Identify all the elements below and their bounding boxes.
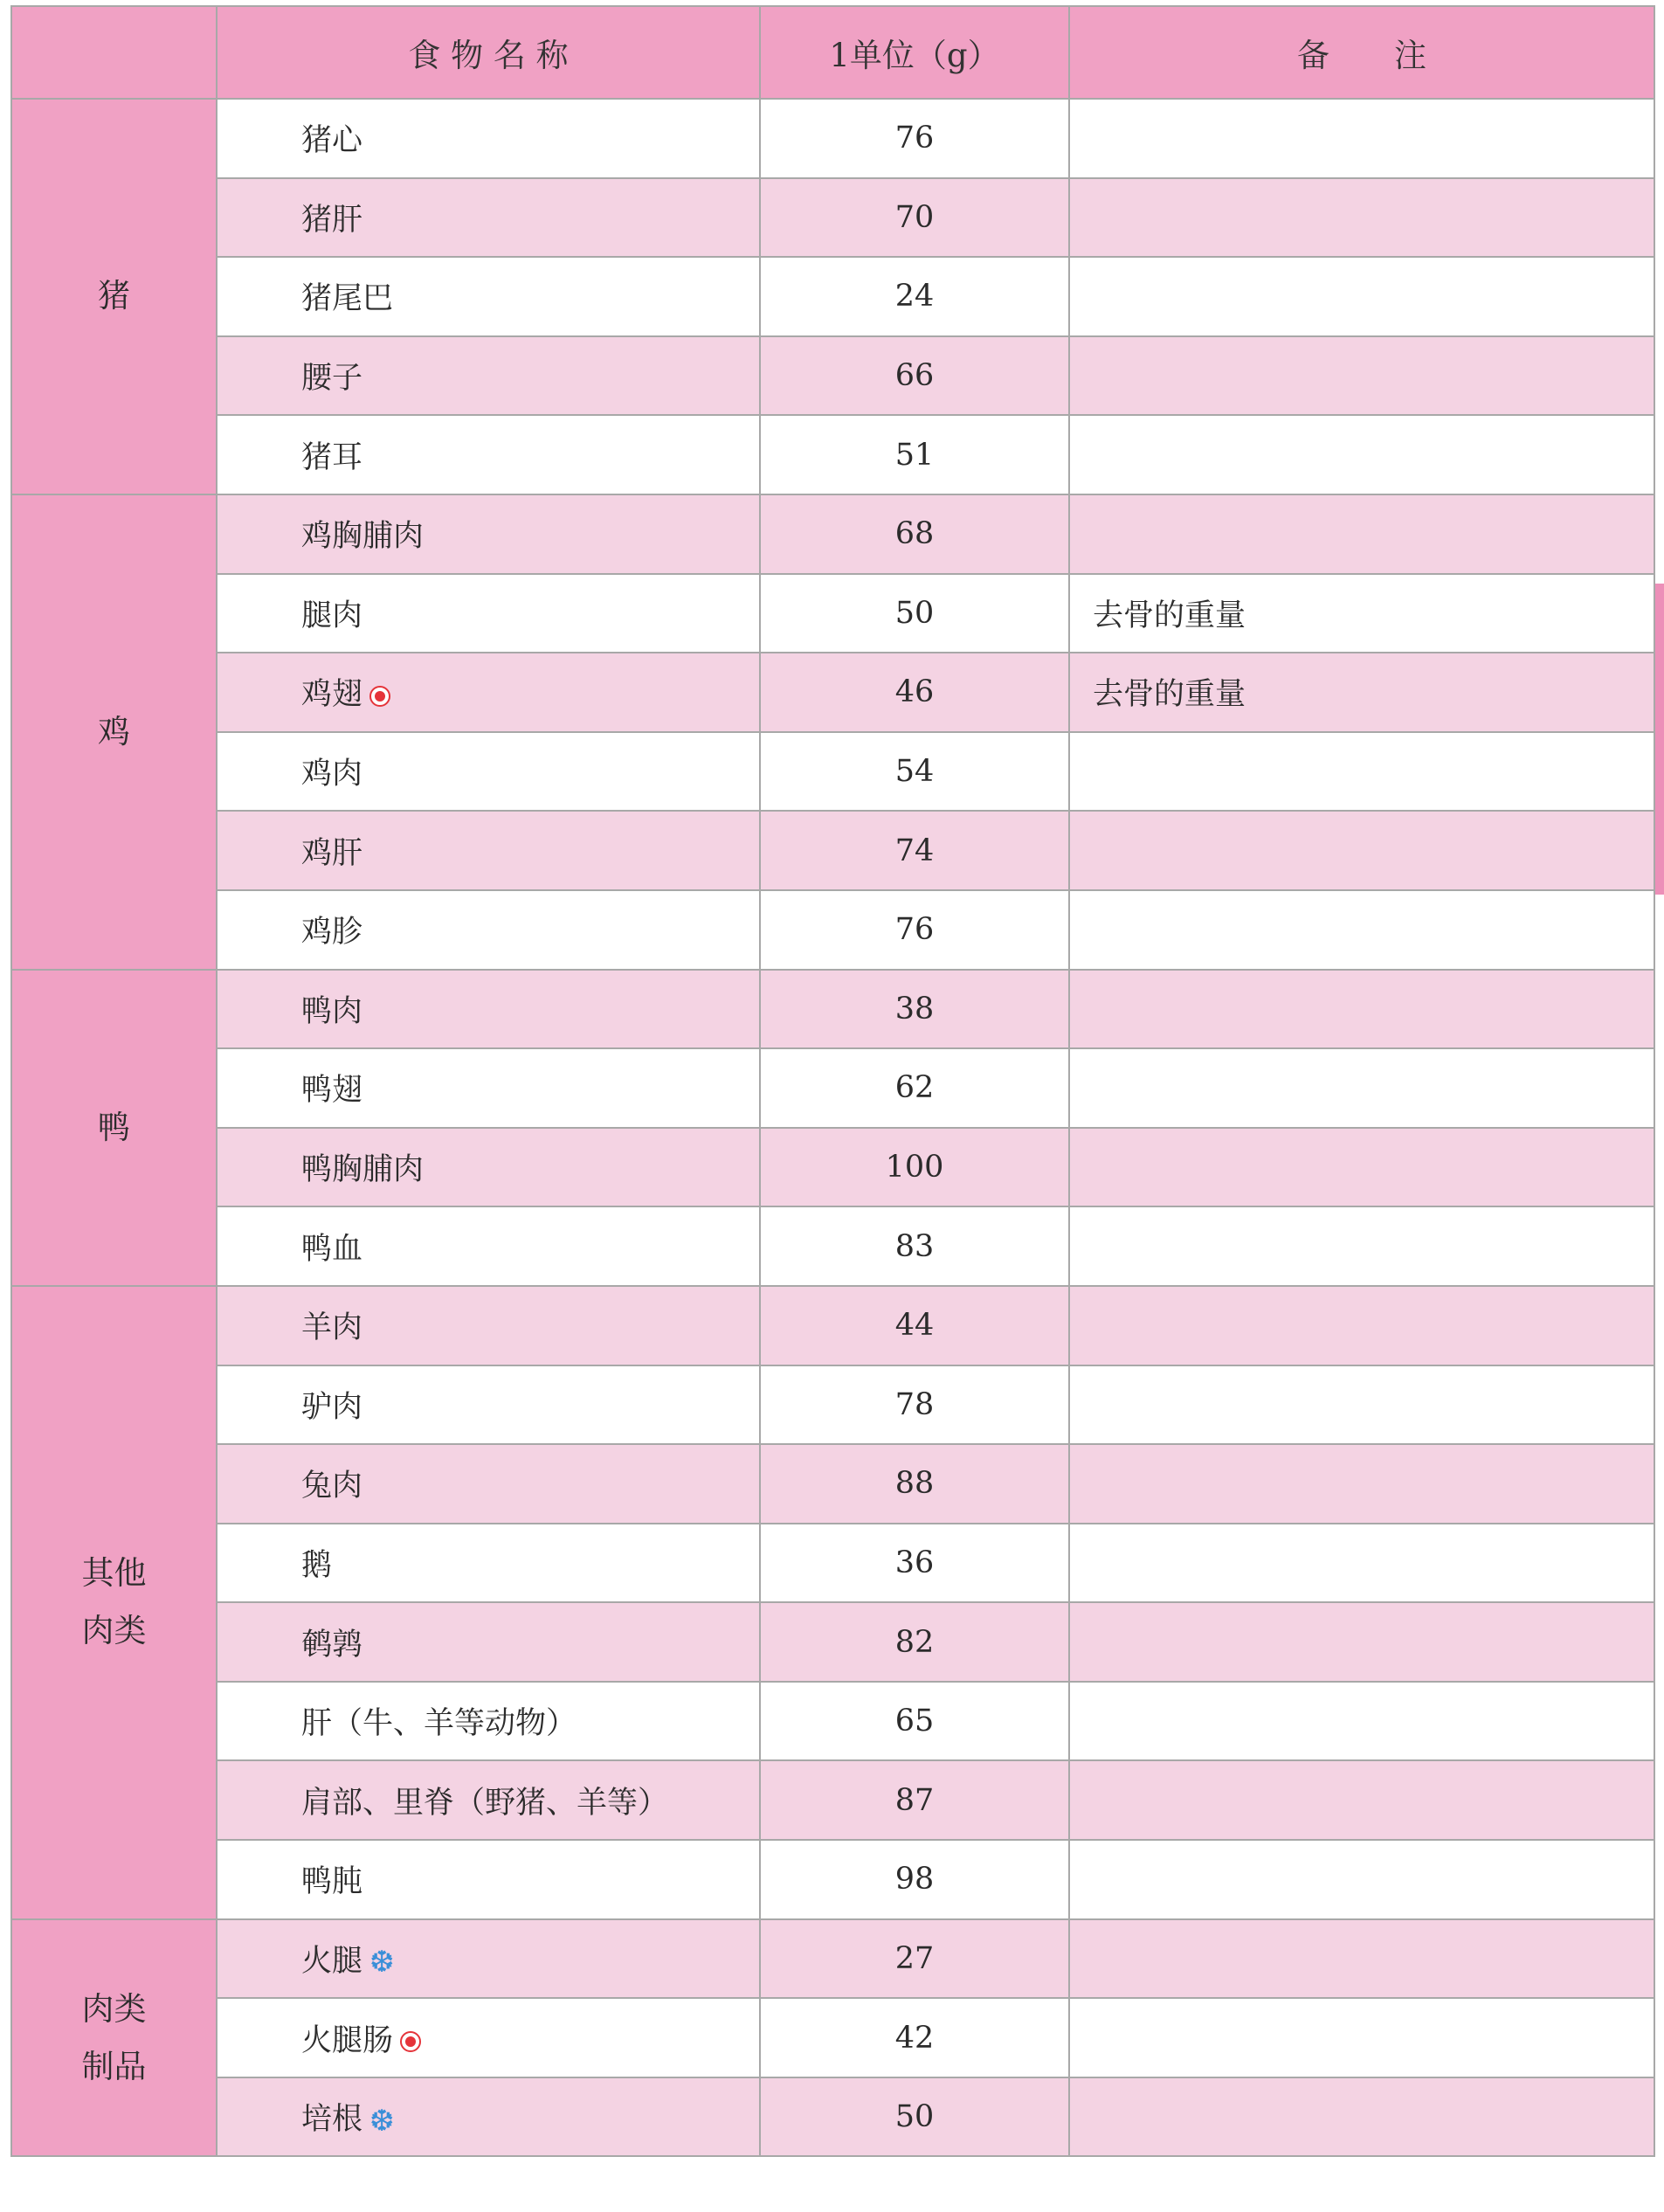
- unit-value-cell: 76: [760, 99, 1069, 178]
- unit-value-cell: 82: [760, 1602, 1069, 1682]
- food-name: 鹅: [301, 1547, 333, 1583]
- unit-value-cell: 50: [760, 574, 1069, 653]
- table-row: [11, 970, 1654, 1049]
- food-name-cell: [217, 257, 760, 336]
- food-name: 肝（牛、羊等动物）: [301, 1706, 577, 1742]
- table-row: [11, 415, 1654, 494]
- header-category: [11, 6, 217, 99]
- table-row: [11, 1602, 1654, 1682]
- snowflake-icon: ❆: [369, 2103, 395, 2139]
- unit-value-cell: 83: [760, 1206, 1069, 1286]
- food-name: 鸡肉: [301, 757, 363, 792]
- food-name: 腰子: [301, 361, 363, 397]
- note-cell: [1069, 1602, 1654, 1682]
- food-name: 猪心: [301, 123, 363, 159]
- food-name: 鹌鹑: [301, 1627, 363, 1662]
- red-dot-icon: [369, 686, 390, 707]
- unit-value-cell: 27: [760, 1919, 1069, 1999]
- food-name-cell: [217, 1682, 760, 1761]
- food-name-cell: [217, 1998, 760, 2077]
- unit-value-cell: 24: [760, 257, 1069, 336]
- food-name-cell: [217, 732, 760, 812]
- food-name-cell: [217, 415, 760, 494]
- note-cell: [1069, 1840, 1654, 1919]
- snowflake-icon: ❆: [369, 1945, 395, 1980]
- food-name-cell: [217, 1919, 760, 1999]
- food-name-cell: [217, 811, 760, 890]
- note-cell: [1069, 99, 1654, 178]
- note-cell: [1069, 178, 1654, 258]
- table-row: [11, 336, 1654, 416]
- unit-value-cell: 54: [760, 732, 1069, 812]
- unit-value-cell: 78: [760, 1365, 1069, 1445]
- food-name: 腿肉: [301, 598, 363, 633]
- unit-value-cell: 62: [760, 1048, 1069, 1128]
- food-name: 驴肉: [301, 1389, 363, 1425]
- unit-value-cell: 68: [760, 494, 1069, 574]
- note-cell: [1069, 336, 1654, 416]
- food-name: 鸭肫: [301, 1864, 363, 1900]
- food-name-cell: [217, 2077, 760, 2157]
- header-food-name: 食 物 名 称: [217, 6, 760, 99]
- food-name: 羊肉: [301, 1310, 363, 1346]
- table-row: [11, 1365, 1654, 1445]
- food-name-cell: [217, 1524, 760, 1603]
- food-name: 火腿肠: [301, 2022, 394, 2058]
- food-name-cell: [217, 1760, 760, 1840]
- table-row: [11, 811, 1654, 890]
- food-name: 鸭肉: [301, 993, 363, 1029]
- food-name-cell: [217, 178, 760, 258]
- food-name: 鸡胗: [301, 915, 363, 950]
- note-cell: [1069, 2077, 1654, 2157]
- table-row: [11, 2077, 1654, 2157]
- table-row: [11, 494, 1654, 574]
- note-cell: [1069, 257, 1654, 336]
- food-name-cell: [217, 1128, 760, 1207]
- table-row: [11, 1206, 1654, 1286]
- food-name-cell: [217, 1048, 760, 1128]
- food-name: 鸡翅: [301, 677, 363, 713]
- table-row: [11, 1919, 1654, 1999]
- unit-value-cell: 70: [760, 178, 1069, 258]
- table-row: [11, 1840, 1654, 1919]
- unit-value-cell: 50: [760, 2077, 1069, 2157]
- unit-value-cell: 76: [760, 890, 1069, 970]
- note-cell: [1069, 1128, 1654, 1207]
- unit-value-cell: 74: [760, 811, 1069, 890]
- unit-value-cell: 98: [760, 1840, 1069, 1919]
- table-row: [11, 1998, 1654, 2077]
- food-name: 肩部、里脊（野猪、羊等）: [301, 1785, 669, 1821]
- unit-value-cell: 42: [760, 1998, 1069, 2077]
- note-cell: [1069, 890, 1654, 970]
- food-name-cell: [217, 1602, 760, 1682]
- note-cell: [1069, 415, 1654, 494]
- table-body: [11, 99, 1654, 2156]
- food-name: 猪肝: [301, 202, 363, 238]
- table-row: [11, 1048, 1654, 1128]
- table-row: [11, 1444, 1654, 1524]
- table-row: [11, 890, 1654, 970]
- food-name-cell: [217, 494, 760, 574]
- food-name-cell: [217, 653, 760, 732]
- unit-value-cell: 36: [760, 1524, 1069, 1603]
- food-name-cell: [217, 1206, 760, 1286]
- food-name: 猪尾巴: [301, 281, 394, 317]
- unit-value-cell: 65: [760, 1682, 1069, 1761]
- table-row: [11, 574, 1654, 653]
- unit-value-cell: 38: [760, 970, 1069, 1049]
- side-tab-marker: [1655, 584, 1664, 895]
- note-cell: [1069, 1760, 1654, 1840]
- table-row: [11, 1128, 1654, 1207]
- note-cell: 去骨的重量: [1069, 574, 1654, 653]
- table-row: [11, 1760, 1654, 1840]
- category-cell: 其他 肉类: [11, 1286, 217, 1919]
- food-name-cell: [217, 1444, 760, 1524]
- note-cell: [1069, 970, 1654, 1049]
- note-cell: [1069, 1524, 1654, 1603]
- table-row: [11, 257, 1654, 336]
- food-name: 培根: [301, 2102, 363, 2138]
- table-row: [11, 178, 1654, 258]
- header-note: 备 注: [1069, 6, 1654, 99]
- food-name-cell: [217, 336, 760, 416]
- food-name: 猪耳: [301, 439, 363, 475]
- food-name-cell: [217, 1840, 760, 1919]
- unit-value-cell: 51: [760, 415, 1069, 494]
- food-name: 鸡肝: [301, 835, 363, 871]
- note-cell: [1069, 1444, 1654, 1524]
- unit-value-cell: 66: [760, 336, 1069, 416]
- food-name-cell: [217, 574, 760, 653]
- food-name: 鸭血: [301, 1231, 363, 1267]
- food-name-cell: [217, 890, 760, 970]
- table-row: [11, 1286, 1654, 1365]
- note-cell: [1069, 494, 1654, 574]
- food-name: 火腿: [301, 1943, 363, 1979]
- food-name: 鸡胸脯肉: [301, 519, 425, 555]
- category-cell: 肉类 制品: [11, 1919, 217, 2157]
- food-name: 鸭翅: [301, 1073, 363, 1109]
- note-cell: 去骨的重量: [1069, 653, 1654, 732]
- table-row: [11, 1524, 1654, 1603]
- unit-value-cell: 87: [760, 1760, 1069, 1840]
- note-cell: [1069, 1048, 1654, 1128]
- food-name-cell: [217, 1286, 760, 1365]
- category-cell: 鸭: [11, 970, 217, 1286]
- food-name: 兔肉: [301, 1469, 363, 1504]
- note-cell: [1069, 1365, 1654, 1445]
- note-cell: [1069, 1286, 1654, 1365]
- header-unit: 1单位（g）: [760, 6, 1069, 99]
- note-cell: [1069, 1206, 1654, 1286]
- table-row: [11, 99, 1654, 178]
- table-row: [11, 653, 1654, 732]
- note-cell: [1069, 811, 1654, 890]
- red-dot-icon: [400, 2031, 421, 2052]
- category-cell: 鸡: [11, 494, 217, 970]
- table-row: [11, 1682, 1654, 1761]
- food-unit-table: [10, 5, 1655, 2157]
- note-cell: [1069, 1998, 1654, 2077]
- unit-value-cell: 44: [760, 1286, 1069, 1365]
- header-row: [11, 6, 1654, 99]
- food-name-cell: [217, 970, 760, 1049]
- category-cell: 猪: [11, 99, 217, 494]
- table-row: [11, 732, 1654, 812]
- unit-value-cell: 100: [760, 1128, 1069, 1207]
- note-cell: [1069, 1682, 1654, 1761]
- food-name-cell: [217, 1365, 760, 1445]
- note-cell: [1069, 1919, 1654, 1999]
- unit-value-cell: 46: [760, 653, 1069, 732]
- unit-value-cell: 88: [760, 1444, 1069, 1524]
- note-cell: [1069, 732, 1654, 812]
- food-name-cell: [217, 99, 760, 178]
- food-name: 鸭胸脯肉: [301, 1152, 425, 1188]
